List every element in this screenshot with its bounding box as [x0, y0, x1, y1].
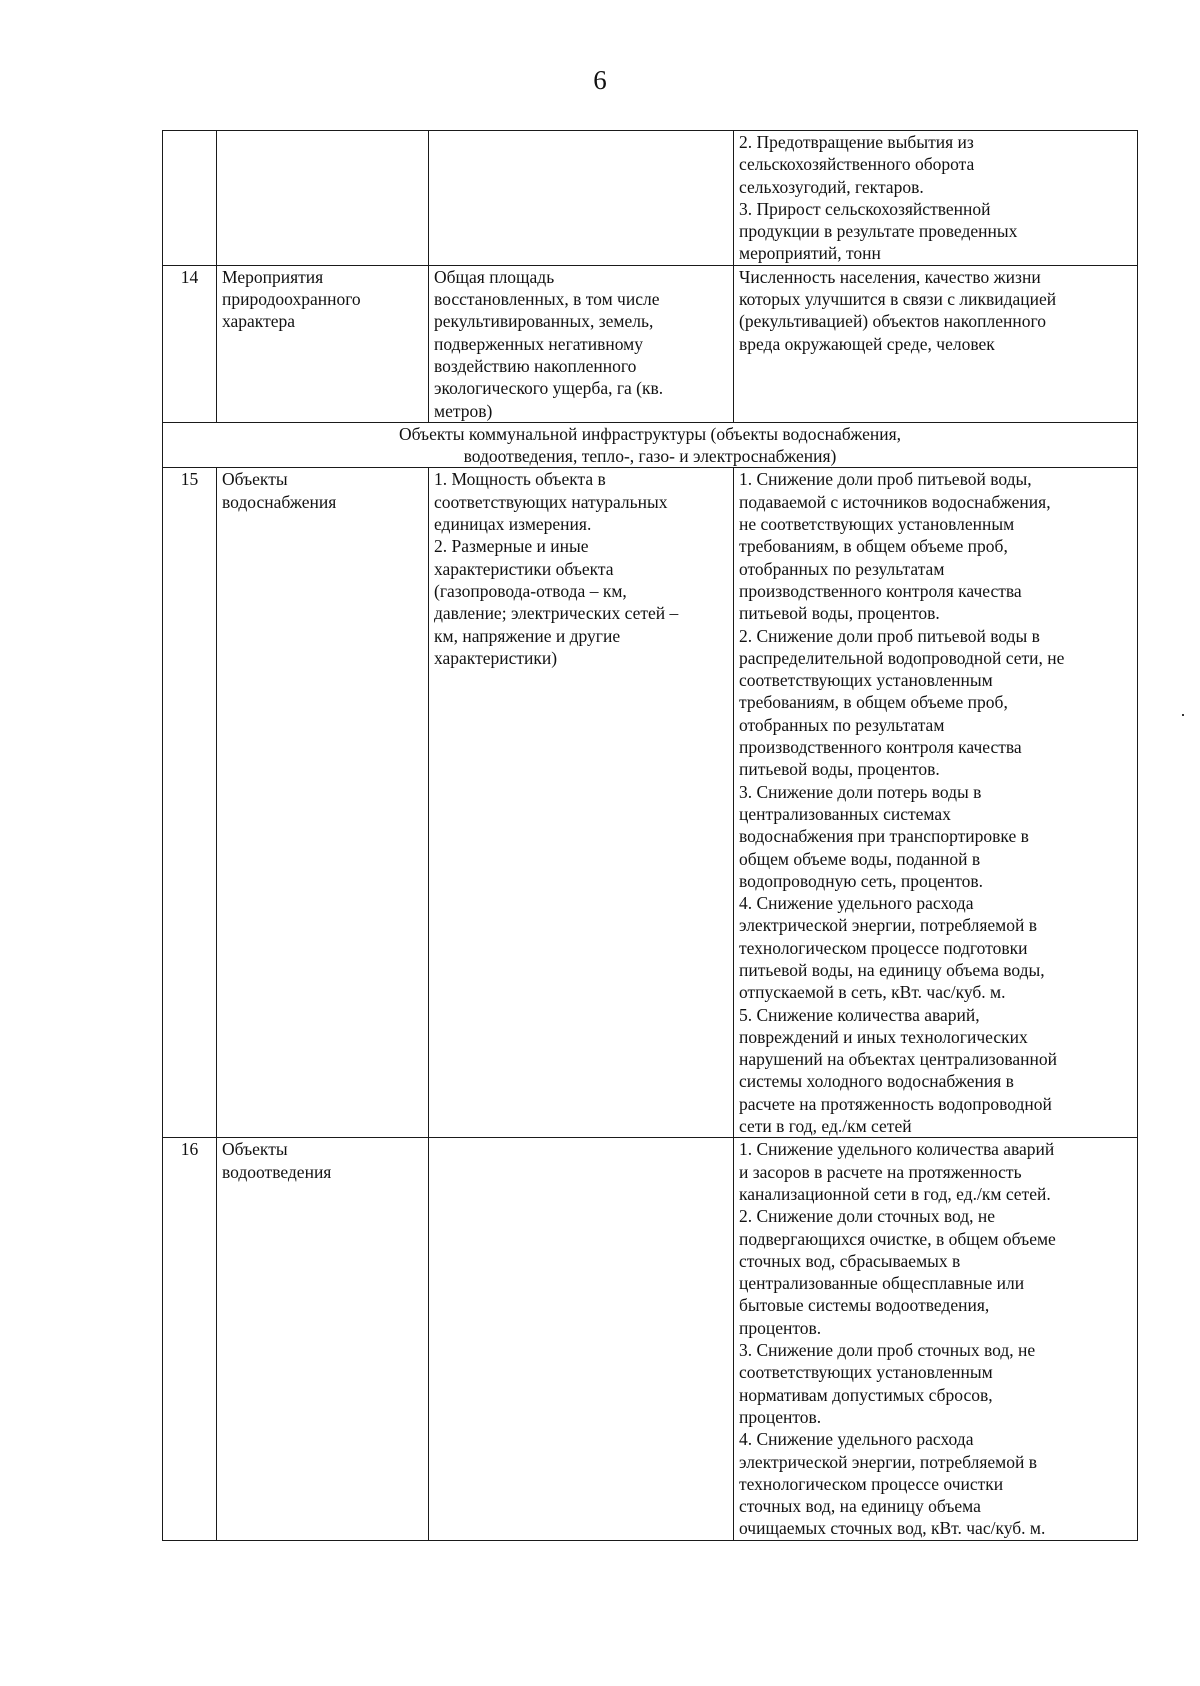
text-line: технологическом процессе подготовки: [739, 937, 1028, 958]
text-line: соответствующих установленным: [739, 1362, 993, 1383]
table-row: [163, 265, 1138, 422]
target-indicators: [734, 468, 1138, 1138]
text-line: процентов.: [739, 1406, 822, 1427]
text-line: (рекультивацией) объектов накопленного: [739, 311, 1046, 332]
text-line: водоснабжения при транспортировке в: [739, 826, 1029, 847]
measures-table: [162, 130, 1138, 1541]
text-line: распределительной водопроводной сети, не: [739, 647, 1065, 668]
text-line: 4. Снижение удельного расхода: [739, 1429, 974, 1450]
text-line: подверженных негативному: [434, 333, 643, 354]
scan-speck: [1182, 714, 1184, 716]
object-characteristics: [429, 265, 734, 422]
text-line: 3. Снижение доли проб сточных вод, не: [739, 1340, 1036, 1361]
text-line: водоотведения: [222, 1161, 332, 1182]
text-line: расчете на протяженность водопроводной: [739, 1093, 1052, 1114]
text-line: 3. Снижение доли потерь воды в: [739, 781, 982, 802]
page-number: 6: [593, 65, 607, 95]
text-line: 2. Снижение доли сточных вод, не: [739, 1206, 996, 1227]
text-line: сточных вод, на единицу объема: [739, 1496, 981, 1517]
text-line: водопроводную сеть, процентов.: [739, 870, 984, 891]
text-line: отобранных по результатам: [739, 558, 945, 579]
text-line: (газопровода-отвода – км,: [434, 580, 627, 601]
text-line: сельскохозяйственного оборота: [739, 154, 975, 175]
text-line: процентов.: [739, 1317, 822, 1338]
text-line: Объекты: [222, 1139, 288, 1160]
text-line: сети в год, ед./км сетей: [739, 1116, 912, 1137]
text-line: водоотведения, тепло-, газо- и электроснабжения): [463, 446, 837, 467]
object-name: [217, 131, 429, 266]
text-line: централизованные общесплавные или: [739, 1273, 1025, 1294]
text-line: 2. Снижение доли проб питьевой воды в: [739, 625, 1040, 646]
text-line: электрической энергии, потребляемой в: [739, 1451, 1037, 1472]
text-line: характеристики): [434, 647, 558, 668]
text-line: питьевой воды, процентов.: [739, 603, 940, 624]
text-line: давление; электрических сетей –: [434, 603, 679, 624]
object-name: [217, 265, 429, 422]
target-indicators: [734, 1138, 1138, 1540]
text-line: производственного контроля качества: [739, 737, 1022, 758]
row-number: 14: [163, 265, 217, 422]
object-characteristics: [429, 131, 734, 266]
text-line: Объекты: [222, 469, 288, 490]
object-characteristics: [429, 1138, 734, 1540]
table-row: [163, 468, 1138, 1138]
text-line: не соответствующих установленным: [739, 514, 1015, 535]
text-line: Общая площадь: [434, 266, 555, 287]
text-line: вреда окружающей среде, человек: [739, 333, 995, 354]
text-line: 1. Снижение удельного количества аварий: [739, 1139, 1055, 1160]
text-line: мероприятий, тонн: [739, 243, 881, 264]
text-line: экологического ущерба, га (кв.: [434, 378, 664, 399]
text-line: требованиям, в общем объеме проб,: [739, 692, 1008, 713]
text-line: которых улучшится в связи с ликвидацией: [739, 289, 1057, 310]
text-line: воздействию накопленного: [434, 355, 637, 376]
row-number: 16: [163, 1138, 217, 1540]
text-line: 1. Снижение доли проб питьевой воды,: [739, 469, 1032, 490]
text-line: метров): [434, 400, 493, 421]
text-line: технологическом процессе очистки: [739, 1473, 1004, 1494]
table-row: [163, 1138, 1138, 1540]
text-line: Мероприятия: [222, 266, 324, 287]
object-name: [217, 1138, 429, 1540]
text-line: Объекты коммунальной инфраструктуры (объекты водоснабжения,: [398, 423, 902, 444]
table-row: [163, 131, 1138, 266]
text-line: очищаемых сточных вод, кВт. час/куб. м.: [739, 1518, 1046, 1539]
text-line: питьевой воды, процентов.: [739, 759, 940, 780]
text-line: электрической энергии, потребляемой в: [739, 915, 1037, 936]
text-line: сельхозугодий, гектаров.: [739, 176, 924, 197]
text-line: продукции в результате проведенных: [739, 221, 1018, 242]
text-line: км, напряжение и другие: [434, 625, 621, 646]
text-line: характеристики объекта: [434, 558, 614, 579]
text-line: природоохранного: [222, 289, 361, 310]
text-line: канализационной сети в год, ед./км сетей.: [739, 1183, 1051, 1204]
text-line: 4. Снижение удельного расхода: [739, 893, 974, 914]
text-line: повреждений и иных технологических: [739, 1026, 1028, 1047]
target-indicators: [734, 265, 1138, 422]
text-line: водоснабжения: [222, 491, 337, 512]
text-line: производственного контроля качества: [739, 580, 1022, 601]
text-line: 1. Мощность объекта в: [434, 469, 606, 490]
text-line: Численность населения, качество жизни: [739, 266, 1041, 287]
text-line: питьевой воды, на единицу объема воды,: [739, 959, 1045, 980]
text-line: 2. Предотвращение выбытия из: [739, 132, 974, 152]
target-indicators: [734, 131, 1138, 266]
text-line: и засоров в расчете на протяженность: [739, 1161, 1022, 1182]
text-line: общем объеме воды, поданной в: [739, 848, 981, 869]
text-line: соответствующих натуральных: [434, 491, 668, 512]
row-number: 15: [163, 468, 217, 1138]
text-line: отпускаемой в сеть, кВт. час/куб. м.: [739, 982, 1006, 1003]
text-line: соответствующих установленным: [739, 670, 993, 691]
text-line: 3. Прирост сельскохозяйственной: [739, 198, 991, 219]
section-header-row: [163, 422, 1138, 468]
text-line: требованиям, в общем объеме проб,: [739, 536, 1008, 557]
text-line: 2. Размерные и иные: [434, 536, 589, 557]
text-line: централизованных системах: [739, 803, 951, 824]
table-body: [163, 131, 1138, 1541]
text-line: бытовые системы водоотведения,: [739, 1295, 990, 1316]
text-line: отобранных по результатам: [739, 714, 945, 735]
text-line: системы холодного водоснабжения в: [739, 1071, 1014, 1092]
text-line: рекультивированных, земель,: [434, 311, 654, 332]
text-line: подаваемой с источников водоснабжения,: [739, 491, 1051, 512]
text-line: характера: [222, 311, 296, 332]
text-line: нормативам допустимых сбросов,: [739, 1384, 993, 1405]
text-line: единицах измерения.: [434, 514, 592, 535]
row-number: [163, 131, 217, 266]
text-line: нарушений на объектах централизованной: [739, 1049, 1058, 1070]
object-name: [217, 468, 429, 1138]
text-line: 5. Снижение количества аварий,: [739, 1004, 980, 1025]
text-line: подвергающихся очистке, в общем объеме: [739, 1228, 1056, 1249]
text-line: сточных вод, сбрасываемых в: [739, 1250, 961, 1271]
text-line: восстановленных, в том числе: [434, 289, 660, 310]
object-characteristics: [429, 468, 734, 1138]
section-header: [163, 422, 1138, 468]
